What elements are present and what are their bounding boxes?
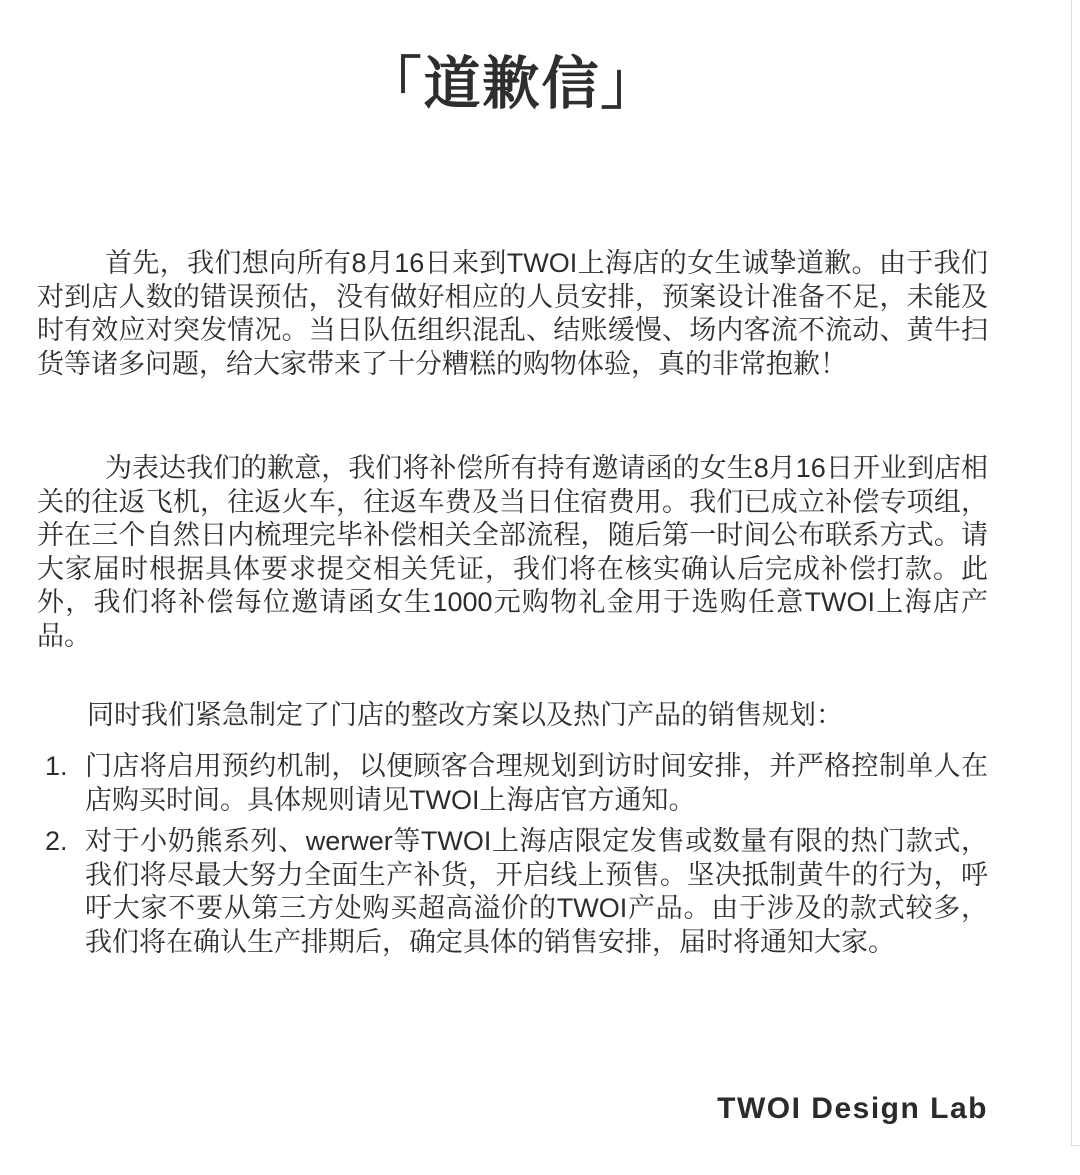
measure-number: 1. [45, 751, 68, 781]
page-title: 「道歉信」 [364, 52, 660, 116]
measures-intro: 同时我们紧急制定了门店的整改方案以及热门产品的销售规划： [87, 700, 843, 730]
measure-text: 对于小奶熊系列、werwer等TWOI上海店限定发售或数量有限的热门款式，我们将尽最大努力全面生产补货，开启线上预售。坚决抵制黄牛的行为，呼吁大家不要从第三方处购买超高溢价的TWOI产品。由于涉及的款式较多，我们将在确认生产排期后，确定具体的销售安排，届时将通知大家。 [85, 826, 988, 957]
measure-item-2 [37, 825, 988, 959]
page-edge-horizontal-tick [1071, 1145, 1080, 1146]
measure-text: 门店将启用预约机制，以便顾客合理规划到访时间安排，并严格控制单人在店购买时间。具体规则请见TWOI上海店官方通知。 [85, 751, 988, 815]
paragraph-apology: 首先，我们想向所有8月16日来到TWOI上海店的女生诚挚道歉。由于我们对到店人数的错误预估，没有做好相应的人员安排，预案设计准备不足，未能及时有效应对突发情况。当日队伍组织混乱、结账缓慢、场内客流不流动、黄牛扫货等诸多问题，给大家带来了十分糟糕的购物体验，真的非常抱歉！ [37, 248, 988, 379]
measure-item-1 [37, 750, 988, 817]
paragraph-compensation: 为表达我们的歉意，我们将补偿所有持有邀请函的女生8月16日开业到店相关的往返飞机，往返火车，往返车费及当日住宿费用。我们已成立补偿专项组，并在三个自然日内梳理完毕补偿相关全部流程，随后第一时间公布联系方式。请大家届时根据具体要求提交相关凭证，我们将在核实确认后完成补偿打款。此外，我们将补偿每位邀请函女生1000元购物礼金用于选购任意TWOI上海店产品。 [37, 453, 988, 651]
brand-signature: TWOI Design Lab [717, 1092, 988, 1125]
measures-list [37, 750, 988, 968]
measure-number: 2. [45, 826, 68, 857]
page-edge-vertical-line [1071, 0, 1072, 1146]
